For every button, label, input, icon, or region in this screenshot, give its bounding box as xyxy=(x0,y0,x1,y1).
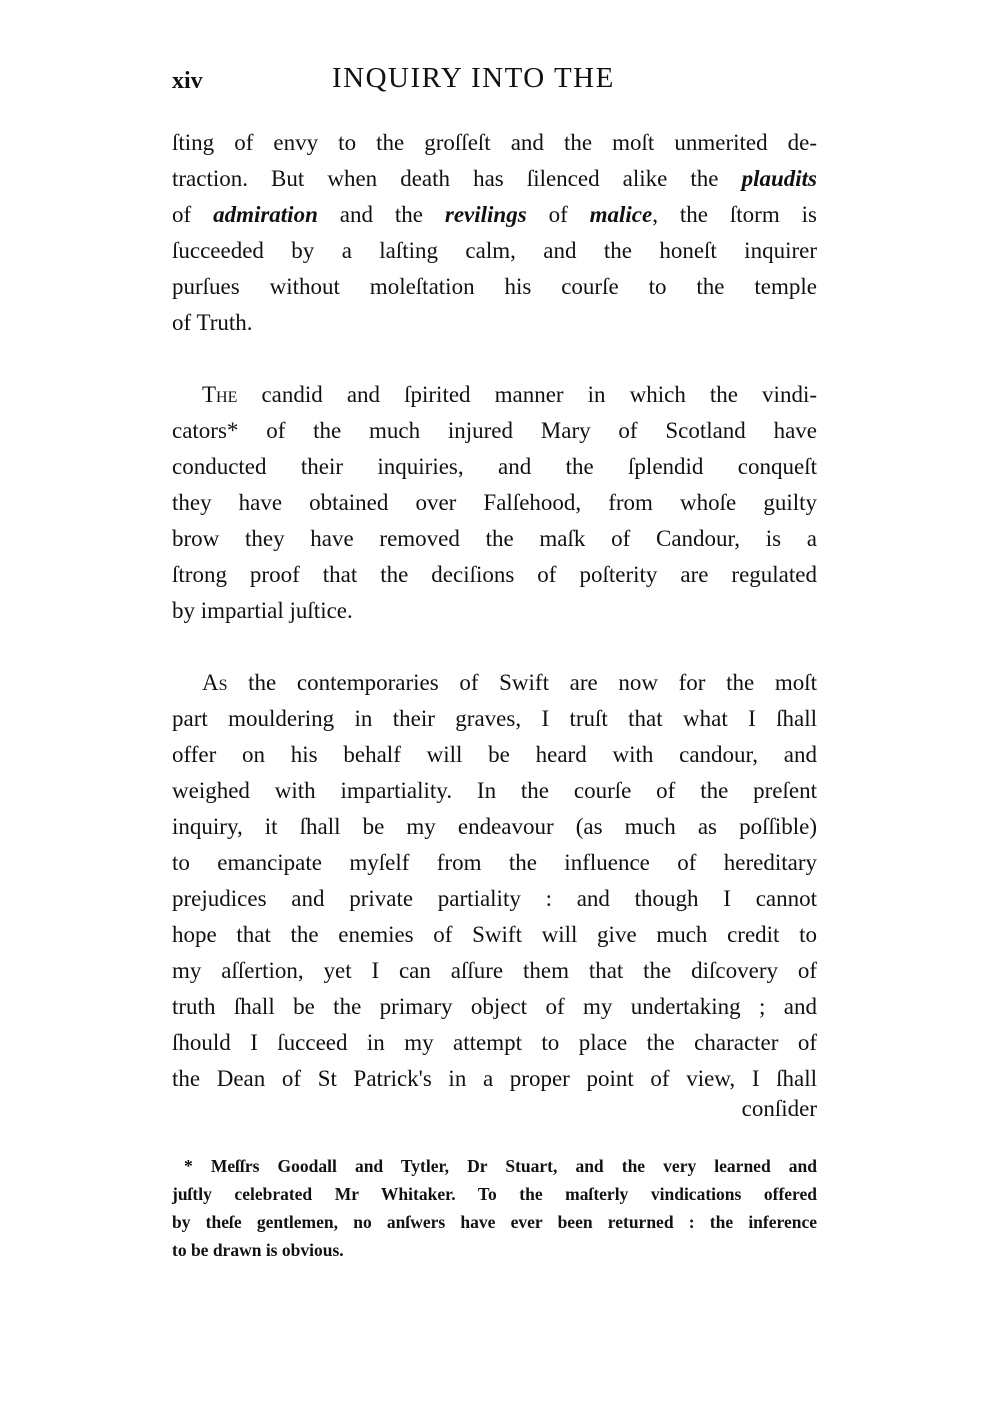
text-line xyxy=(172,742,817,772)
text-segment: part mouldering in their graves, I truſt that what I ſhall xyxy=(172,706,817,731)
text-line xyxy=(172,202,817,232)
text-line xyxy=(172,922,817,952)
footnote-line: juſtly celebrated Mr Whitaker. To the maſterly vindications offered xyxy=(172,1184,817,1204)
text-segment: weighed with impartiality. In the courſe of the preſent xyxy=(172,778,817,803)
text-segment: ſting of envy to the groſſeſt and the moſt unmerited de- xyxy=(172,130,817,155)
text-line xyxy=(172,706,817,736)
text-segment: ſucceeded by a laſting calm, and the honeſt inquirer xyxy=(172,238,817,263)
text-line xyxy=(172,490,817,520)
text-line xyxy=(172,778,817,808)
text-segment: purſues without moleſtation his courſe to the temple xyxy=(172,274,817,299)
text-line xyxy=(172,814,817,844)
text-segment: cators* of the much injured Mary of Scotland have xyxy=(172,418,817,443)
text-segment: offer on his behalf will be heard with candour, and xyxy=(172,742,817,767)
text-segment: the contemporaries of Swift are now for the moſt xyxy=(227,670,817,695)
italic-text: malice xyxy=(589,202,653,227)
text-segment: of xyxy=(526,202,590,227)
text-segment: conducted their inquiries, and the ſplendid conqueſt xyxy=(172,454,817,479)
text-line xyxy=(172,418,817,448)
text-segment: by impartial juſtice. xyxy=(172,598,353,623)
text-line xyxy=(172,850,817,880)
footnote-line: * Meſſrs Goodall and Tytler, Dr Stuart, and the very learned and xyxy=(184,1156,817,1176)
text-segment: truth ſhall be the primary object of my undertaking ; and xyxy=(172,994,817,1019)
text-line xyxy=(172,1030,817,1060)
italic-text: admiration xyxy=(213,202,318,227)
page-number: xiv xyxy=(172,68,203,94)
text-line xyxy=(172,886,817,916)
text-line xyxy=(172,382,817,412)
italic-text: plaudits xyxy=(741,166,817,191)
text-segment: brow they have removed the maſk of Candour, is a xyxy=(172,526,817,551)
text-line xyxy=(172,1066,817,1096)
text-segment: to emancipate myſelf from the influence of hereditary xyxy=(172,850,817,875)
text-line xyxy=(172,598,817,628)
page-header xyxy=(172,62,817,102)
catchword: conſider xyxy=(741,1096,817,1121)
text-segment: prejudices and private partiality : and though I cannot xyxy=(172,886,817,911)
text-segment: of Truth. xyxy=(172,310,253,335)
text-line xyxy=(172,274,817,304)
text-line xyxy=(172,454,817,484)
text-line xyxy=(172,670,817,700)
text-line xyxy=(172,526,817,556)
text-segment: ſtrong proof that the deciſions of poſterity are regulated xyxy=(172,562,817,587)
text-segment: of xyxy=(172,202,214,227)
footnote-line: by theſe gentlemen, no anſwers have ever been returned : the inference xyxy=(172,1212,817,1232)
text-line xyxy=(172,994,817,1024)
text-segment: and the xyxy=(317,202,445,227)
text-segment: traction. But when death has ſilenced alike the xyxy=(172,166,742,191)
text-segment: ſhould I ſucceed in my attempt to place the character of xyxy=(172,1030,817,1055)
text-segment: they have obtained over Falſehood, from whoſe guilty xyxy=(172,490,817,515)
text-line xyxy=(172,562,817,592)
text-segment: the Dean of St Patrick's in a proper point of view, I ſhall xyxy=(172,1066,817,1091)
text-line xyxy=(172,958,817,988)
text-segment: candid and ſpirited manner in which the vindi- xyxy=(237,382,817,407)
text-line xyxy=(172,166,817,196)
text-line xyxy=(172,310,817,340)
italic-text: revilings xyxy=(444,202,527,227)
text-segment: , the ſtorm is xyxy=(652,202,817,227)
text-segment: The xyxy=(202,382,238,407)
text-line xyxy=(172,238,817,268)
running-title: INQUIRY INTO THE xyxy=(332,62,615,94)
text-segment: my aſſertion, yet I can aſſure them that the diſcovery of xyxy=(172,958,817,983)
text-line xyxy=(172,130,817,160)
text-segment: hope that the enemies of Swift will give much credit to xyxy=(172,922,817,947)
text-segment: inquiry, it ſhall be my endeavour (as much as poſſible) xyxy=(172,814,817,839)
text-segment: As xyxy=(202,670,228,695)
footnote-line: to be drawn is obvious. xyxy=(172,1240,344,1260)
